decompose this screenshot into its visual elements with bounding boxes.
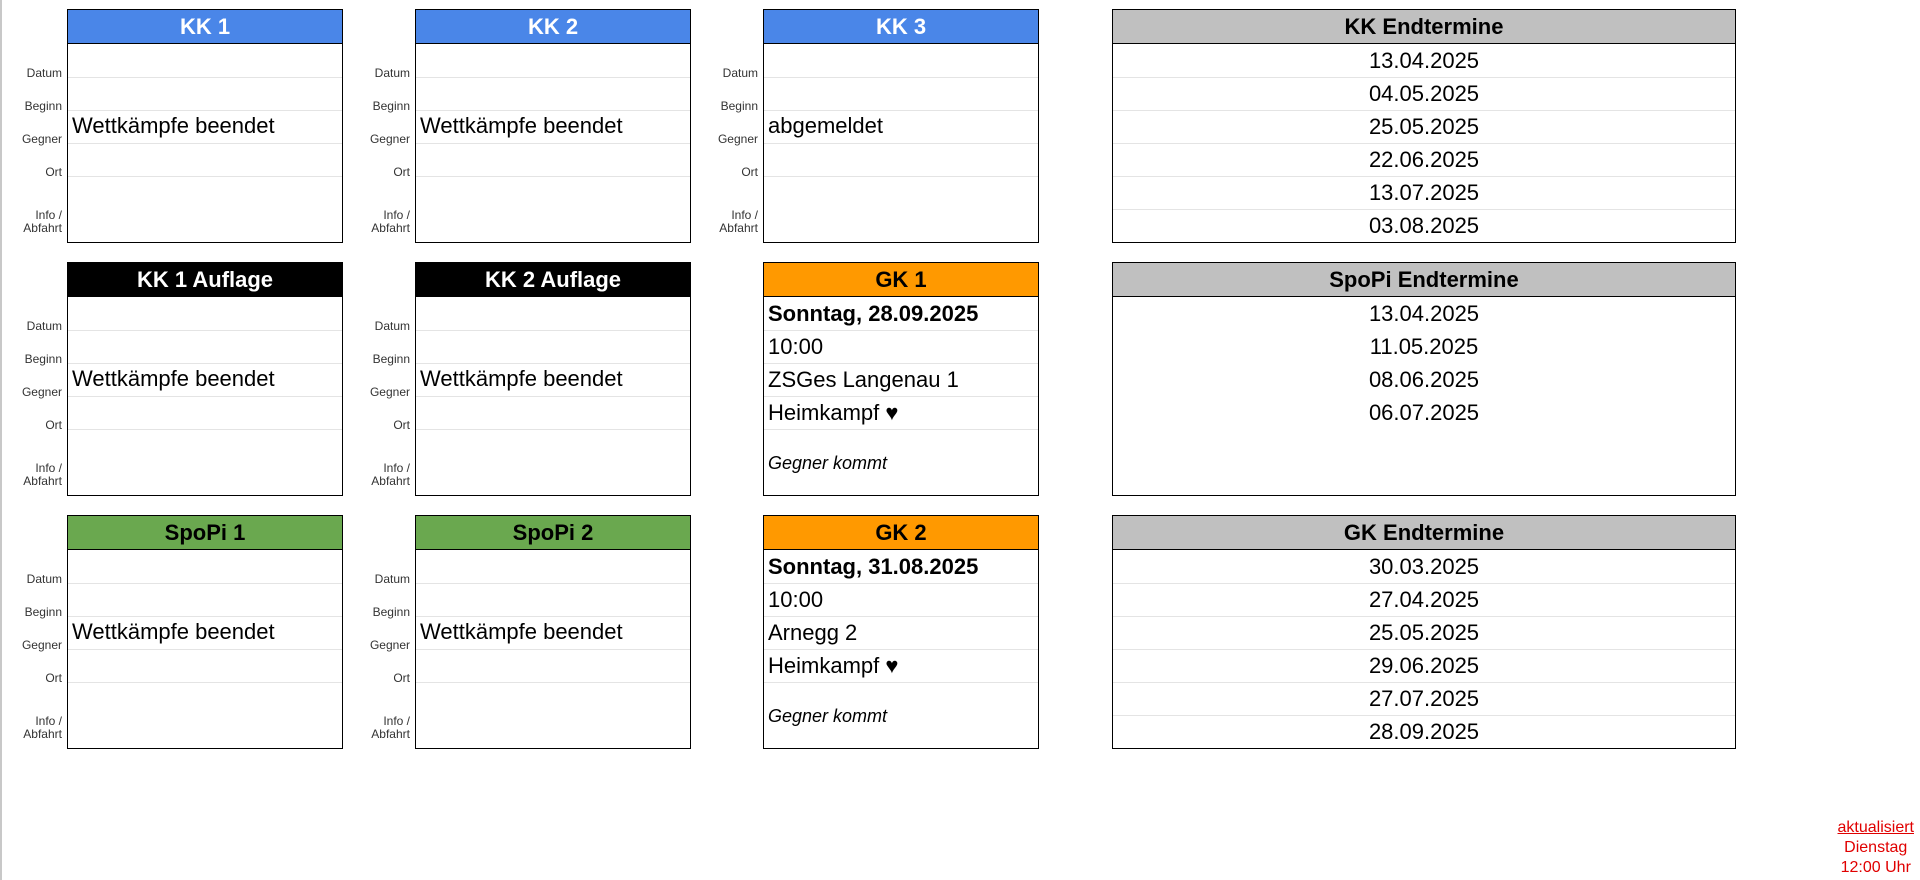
card-title: KK 1 Auflage — [67, 262, 343, 297]
label-info: Info / — [35, 714, 62, 728]
status-message: Wettkämpfe beendet — [72, 366, 275, 391]
updated-day: Dienstag — [1844, 839, 1908, 856]
label-abfahrt: Abfahrt — [23, 474, 62, 488]
match-opponent: Arnegg 2 — [768, 620, 858, 645]
label-gegner: Gegner — [369, 385, 410, 399]
card-body — [415, 297, 691, 496]
label-beginn: Beginn — [372, 605, 410, 619]
label-ort: Ort — [393, 418, 410, 432]
status-message: Wettkämpfe beendet — [420, 619, 623, 644]
match-start: 10:00 — [768, 334, 824, 359]
label-info: Info / — [35, 208, 62, 222]
end-date: 13.04.2025 — [1368, 301, 1480, 326]
end-date: 03.08.2025 — [1368, 213, 1480, 238]
endtermine-title: GK Endtermine — [1112, 515, 1736, 550]
left-border — [0, 0, 2, 880]
label-ort: Ort — [741, 165, 758, 179]
end-date: 29.06.2025 — [1368, 653, 1480, 678]
card-title: GK 1 — [763, 262, 1039, 297]
update-notice — [1838, 818, 1914, 878]
label-abfahrt: Abfahrt — [23, 221, 62, 235]
label-gegner: Gegner — [369, 132, 410, 146]
end-date: 22.06.2025 — [1368, 147, 1480, 172]
card-title: GK 2 — [763, 515, 1039, 550]
card-body — [763, 297, 1039, 496]
card-title: KK 1 — [67, 9, 343, 44]
updated-time: 12:00 Uhr — [1840, 859, 1911, 876]
endtermine-body — [1112, 44, 1736, 243]
match-location: Heimkampf ♥ — [768, 400, 899, 425]
label-datum: Datum — [374, 319, 410, 333]
label-datum: Datum — [374, 572, 410, 586]
label-abfahrt: Abfahrt — [371, 474, 410, 488]
end-date: 30.03.2025 — [1368, 554, 1480, 579]
label-beginn: Beginn — [720, 99, 758, 113]
match-date: Sonntag, 28.09.2025 — [768, 301, 979, 326]
endtermine-title: KK Endtermine — [1112, 9, 1736, 44]
status-message: abgemeldet — [768, 113, 883, 138]
label-info: Info / — [383, 714, 410, 728]
label-abfahrt: Abfahrt — [719, 221, 758, 235]
card-title: KK 2 Auflage — [415, 262, 691, 297]
end-date: 27.07.2025 — [1368, 686, 1480, 711]
card-title: SpoPi 2 — [415, 515, 691, 550]
label-info: Info / — [383, 461, 410, 475]
label-ort: Ort — [45, 671, 62, 685]
match-location: Heimkampf ♥ — [768, 653, 899, 678]
endtermine-body — [1112, 550, 1736, 749]
updated-link[interactable]: aktualisiert — [1837, 819, 1914, 836]
label-datum: Datum — [722, 66, 758, 80]
end-date: 28.09.2025 — [1368, 719, 1480, 744]
end-date: 13.07.2025 — [1368, 180, 1480, 205]
label-datum: Datum — [26, 319, 62, 333]
label-abfahrt: Abfahrt — [23, 727, 62, 741]
match-info: Gegner kommt — [768, 453, 888, 473]
end-date: 25.05.2025 — [1368, 114, 1480, 139]
label-beginn: Beginn — [24, 605, 62, 619]
status-message: Wettkämpfe beendet — [72, 113, 275, 138]
label-info: Info / — [731, 208, 758, 222]
label-abfahrt: Abfahrt — [371, 727, 410, 741]
label-beginn: Beginn — [24, 352, 62, 366]
label-beginn: Beginn — [372, 352, 410, 366]
card-body — [67, 297, 343, 496]
end-date: 27.04.2025 — [1368, 587, 1480, 612]
label-ort: Ort — [45, 165, 62, 179]
label-gegner: Gegner — [21, 385, 62, 399]
label-info: Info / — [383, 208, 410, 222]
label-ort: Ort — [45, 418, 62, 432]
label-gegner: Gegner — [717, 132, 758, 146]
end-date: 04.05.2025 — [1368, 81, 1480, 106]
card-body — [67, 550, 343, 749]
label-datum: Datum — [374, 66, 410, 80]
label-beginn: Beginn — [372, 99, 410, 113]
label-datum: Datum — [26, 66, 62, 80]
card-body — [415, 44, 691, 243]
card-title: KK 2 — [415, 9, 691, 44]
label-ort: Ort — [393, 165, 410, 179]
label-gegner: Gegner — [369, 638, 410, 652]
endtermine-title: SpoPi Endtermine — [1112, 262, 1736, 297]
end-date: 06.07.2025 — [1368, 400, 1480, 425]
status-message: Wettkämpfe beendet — [420, 113, 623, 138]
label-datum: Datum — [26, 572, 62, 586]
match-date: Sonntag, 31.08.2025 — [768, 554, 979, 579]
card-body — [415, 550, 691, 749]
end-date: 11.05.2025 — [1369, 334, 1479, 359]
end-date: 08.06.2025 — [1368, 367, 1480, 392]
card-body — [763, 44, 1039, 243]
match-opponent: ZSGes Langenau 1 — [768, 367, 959, 392]
match-start: 10:00 — [768, 587, 824, 612]
label-beginn: Beginn — [24, 99, 62, 113]
label-gegner: Gegner — [21, 132, 62, 146]
card-title: SpoPi 1 — [67, 515, 343, 550]
card-body — [67, 44, 343, 243]
end-date: 13.04.2025 — [1368, 48, 1480, 73]
status-message: Wettkämpfe beendet — [420, 366, 623, 391]
match-info: Gegner kommt — [768, 706, 888, 726]
card-title: KK 3 — [763, 9, 1039, 44]
card-body — [763, 550, 1039, 749]
label-ort: Ort — [393, 671, 410, 685]
status-message: Wettkämpfe beendet — [72, 619, 275, 644]
end-date: 25.05.2025 — [1368, 620, 1480, 645]
endtermine-body — [1112, 297, 1736, 496]
label-gegner: Gegner — [21, 638, 62, 652]
label-abfahrt: Abfahrt — [371, 221, 410, 235]
label-info: Info / — [35, 461, 62, 475]
